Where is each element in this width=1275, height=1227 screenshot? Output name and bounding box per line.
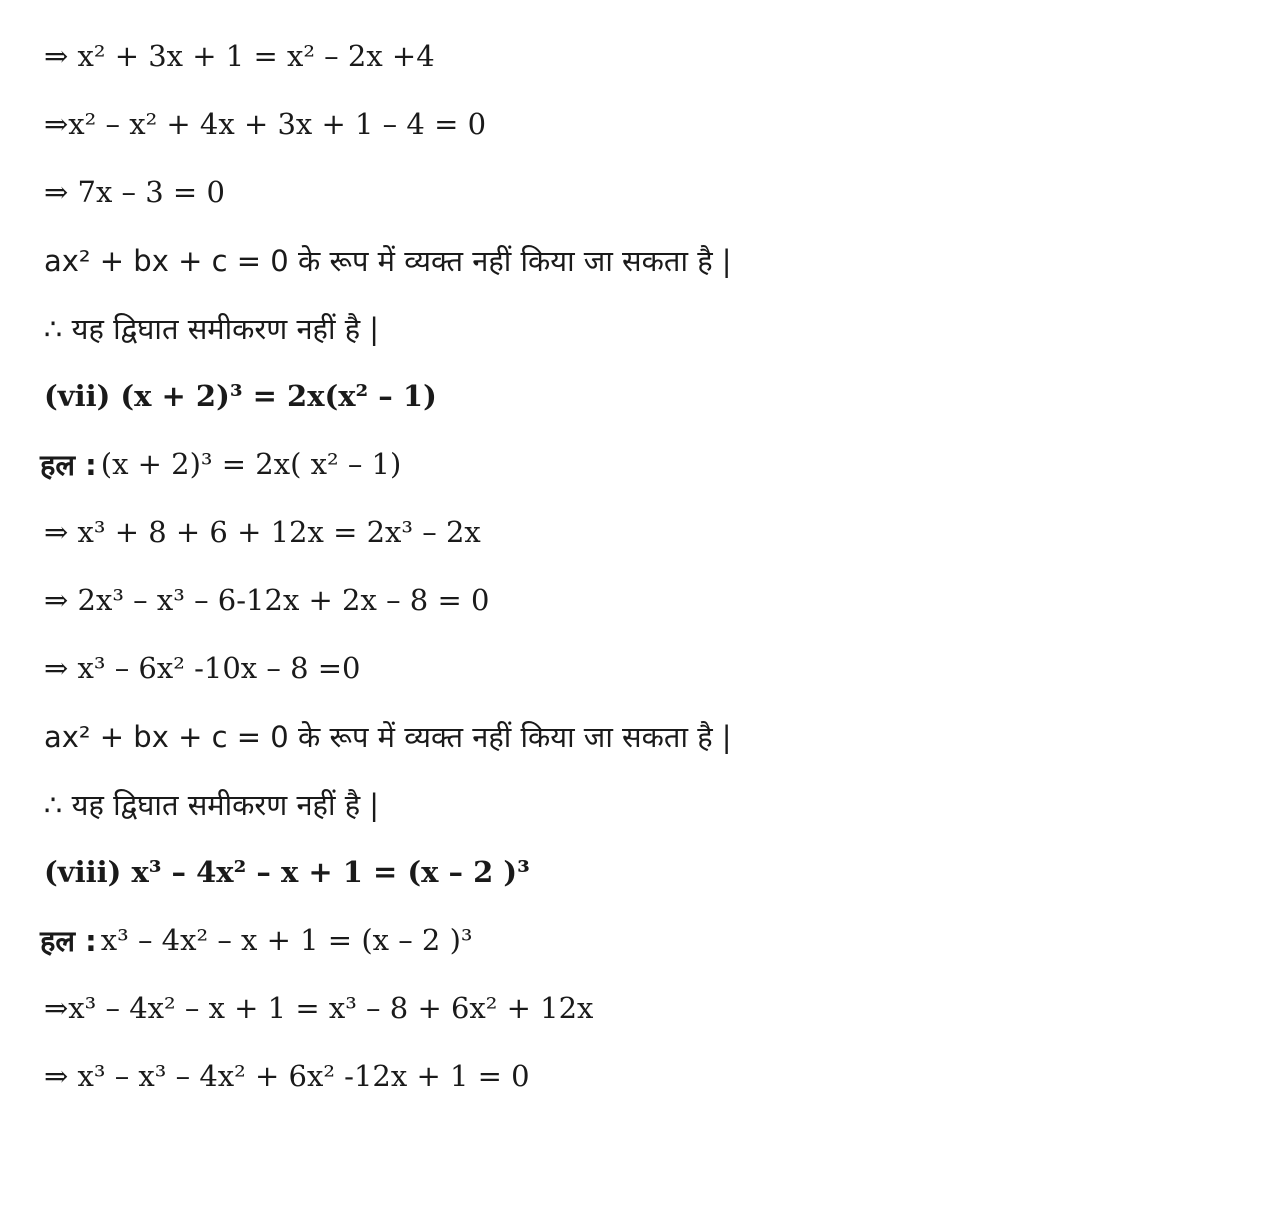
- line-text: (viii) x³ – 4x² – x + 1 = (x – 2 )³: [44, 855, 530, 889]
- line-text: ⇒x³ – 4x² – x + 1 = x³ – 8 + 6x² + 12x: [44, 991, 594, 1025]
- equation-line: [40, 566, 1240, 634]
- line-text: (x + 2)³ = 2x( x² – 1): [100, 447, 402, 481]
- equation-line: [40, 158, 1240, 226]
- line-text: ∴ यह द्विघात समीकरण नहीं है |: [44, 787, 380, 822]
- line-text: ∴ यह द्विघात समीकरण नहीं है |: [44, 311, 380, 346]
- equation-line: [40, 1042, 1240, 1110]
- line-text: ⇒ x² + 3x + 1 = x² – 2x +4: [44, 39, 435, 73]
- solution-label: हल :: [40, 923, 97, 958]
- solution-line: [40, 430, 1240, 498]
- question-heading: [40, 362, 1240, 430]
- line-text: ⇒ 2x³ – x³ – 6-12x + 2x – 8 = 0: [44, 583, 490, 617]
- line-text: ⇒x² – x² + 4x + 3x + 1 – 4 = 0: [44, 107, 487, 141]
- therefore-line: [40, 294, 1240, 362]
- equation-line: [40, 974, 1240, 1042]
- line-text: ⇒ x³ – x³ – 4x² + 6x² -12x + 1 = 0: [44, 1059, 530, 1093]
- solution-line: [40, 906, 1240, 974]
- equation-line: [40, 634, 1240, 702]
- line-text: ax² + bx + c = 0 के रूप में व्यक्त नहीं किया जा सकता है |: [44, 719, 732, 754]
- equation-line: [40, 498, 1240, 566]
- equation-line: [40, 22, 1240, 90]
- line-text: ⇒ x³ – 6x² -10x – 8 =0: [44, 651, 361, 685]
- line-text: ⇒ 7x – 3 = 0: [44, 175, 225, 209]
- conclusion-line: [40, 226, 1240, 294]
- equation-line: [40, 90, 1240, 158]
- line-text: (vii) (x + 2)³ = 2x(x² – 1): [44, 379, 437, 413]
- solution-label: हल :: [40, 447, 97, 482]
- line-text: x³ – 4x² – x + 1 = (x – 2 )³: [100, 923, 473, 957]
- therefore-line: [40, 770, 1240, 838]
- question-heading: [40, 838, 1240, 906]
- solution-page: [40, 22, 1240, 1110]
- conclusion-line: [40, 702, 1240, 770]
- line-text: ⇒ x³ + 8 + 6 + 12x = 2x³ – 2x: [44, 515, 481, 549]
- line-text: ax² + bx + c = 0 के रूप में व्यक्त नहीं किया जा सकता है |: [44, 243, 732, 278]
